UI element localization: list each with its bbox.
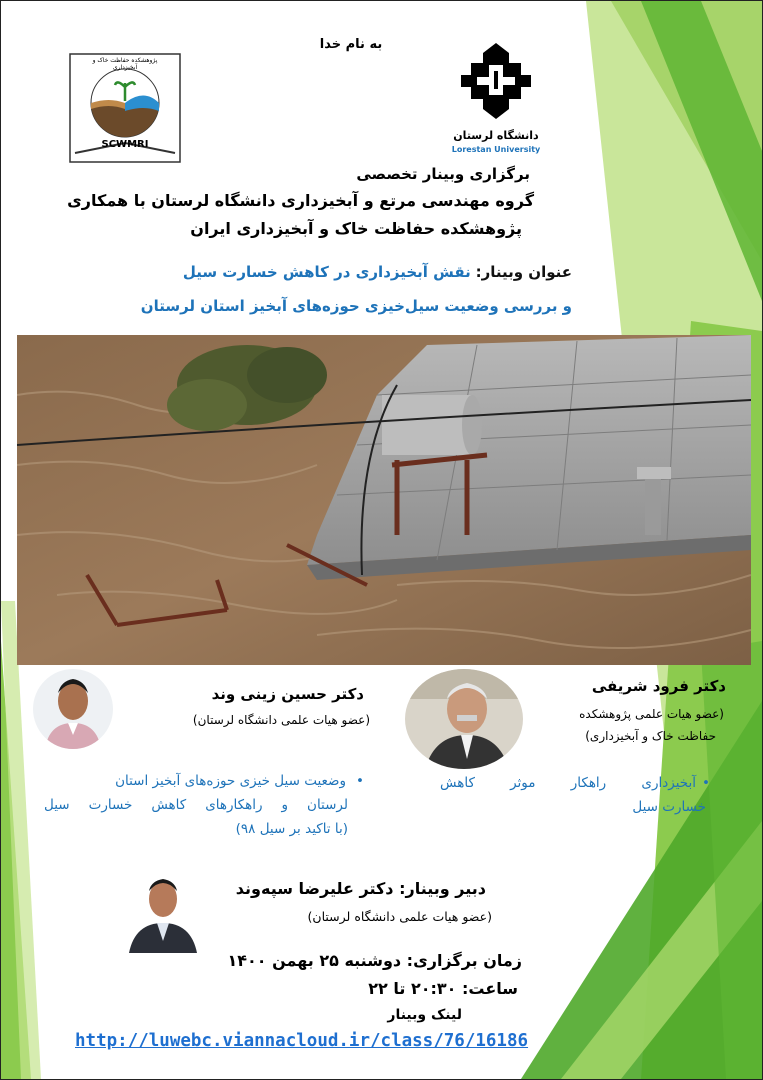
bullet-icon: • [356, 773, 364, 789]
university-name-en: Lorestan University [451, 145, 541, 154]
webinar-title-line-1: نقش آبخیزداری در کاهش خسارت سیل [182, 263, 471, 281]
speaker-1-topic-text-1: آبخیزداری راهکار موثر کاهش [440, 775, 697, 791]
webinar-link[interactable]: http://luwebc.viannacloud.ir/class/76/16186 [75, 1031, 529, 1051]
secretary-alireza-sepahvand-photo [125, 871, 201, 953]
schedule-date: زمان برگزاری: دوشنبه ۲۵ بهمن ۱۴۰۰ [227, 951, 522, 970]
speaker-foroud-sharifi-photo [405, 669, 523, 769]
speaker-1-topic-line-1 [440, 771, 710, 795]
speaker-2-topic-line-1 [42, 769, 364, 793]
webinar-title-label: عنوان وبینار: [475, 263, 572, 281]
headline-line-2: گروه مهندسی مرتع و آبخیزداری دانشگاه لرستان با همکاری [67, 191, 534, 210]
bullet-icon: • [702, 775, 710, 791]
speaker-1-affiliation-1: (عضو هیات علمی پژوهشکده [579, 707, 724, 721]
speaker-2-topic-text-1: وضعیت سیل خیزی حوزه‌های آبخیز استان [115, 773, 347, 789]
speaker-2-name: دکتر حسین زینی وند [211, 685, 364, 703]
bismillah-text: به نام خدا [319, 37, 383, 52]
speaker-1-name: دکتر فرود شریفی [591, 677, 726, 695]
schedule-time: ساعت: ۲۰:۳۰ تا ۲۲ [368, 979, 518, 998]
speaker-1-affiliation-2: حفاظت خاک و آبخیزداری) [585, 729, 716, 743]
webinar-link-label: لینک وبینار [387, 1007, 462, 1023]
scwmri-logo-text: SCWMRI [101, 139, 149, 150]
speaker-2-topic-line-2: لرستان و راهکارهای کاهش خسارت سیل [44, 797, 348, 813]
flood-photo [17, 335, 751, 665]
lorestan-university-logo [441, 41, 551, 161]
speaker-hossein-zeinivand-photo [33, 669, 113, 749]
webinar-title-row [183, 263, 572, 281]
speaker-2-affiliation: (عضو هیات علمی دانشگاه لرستان) [192, 713, 370, 727]
speaker-1-topic-line-2: خسارت سیل [632, 799, 706, 815]
webinar-title-line-2: و بررسی وضعیت سیل‌خیزی حوزه‌های آبخیز استان لرستان [140, 297, 572, 315]
secretary-affiliation: (عضو هیات علمی دانشگاه لرستان) [307, 909, 492, 924]
speaker-2-topic-line-3: (با تاکید بر سیل ۹۸) [235, 821, 348, 837]
headline-line-3: پژوهشکده حفاظت خاک و آبخیزداری ایران [190, 219, 522, 238]
headline-line-1: برگزاری وبینار تخصصی [356, 165, 530, 183]
secretary-label-name: دبیر وبینار: دکتر علیرضا سپه‌وند [235, 879, 486, 898]
university-name-fa: دانشگاه لرستان [453, 129, 539, 142]
scwmri-logo-arc-text: پژوهشکده حفاظت خاک و آبخیزداری [92, 57, 158, 71]
scwmri-logo [69, 53, 181, 163]
